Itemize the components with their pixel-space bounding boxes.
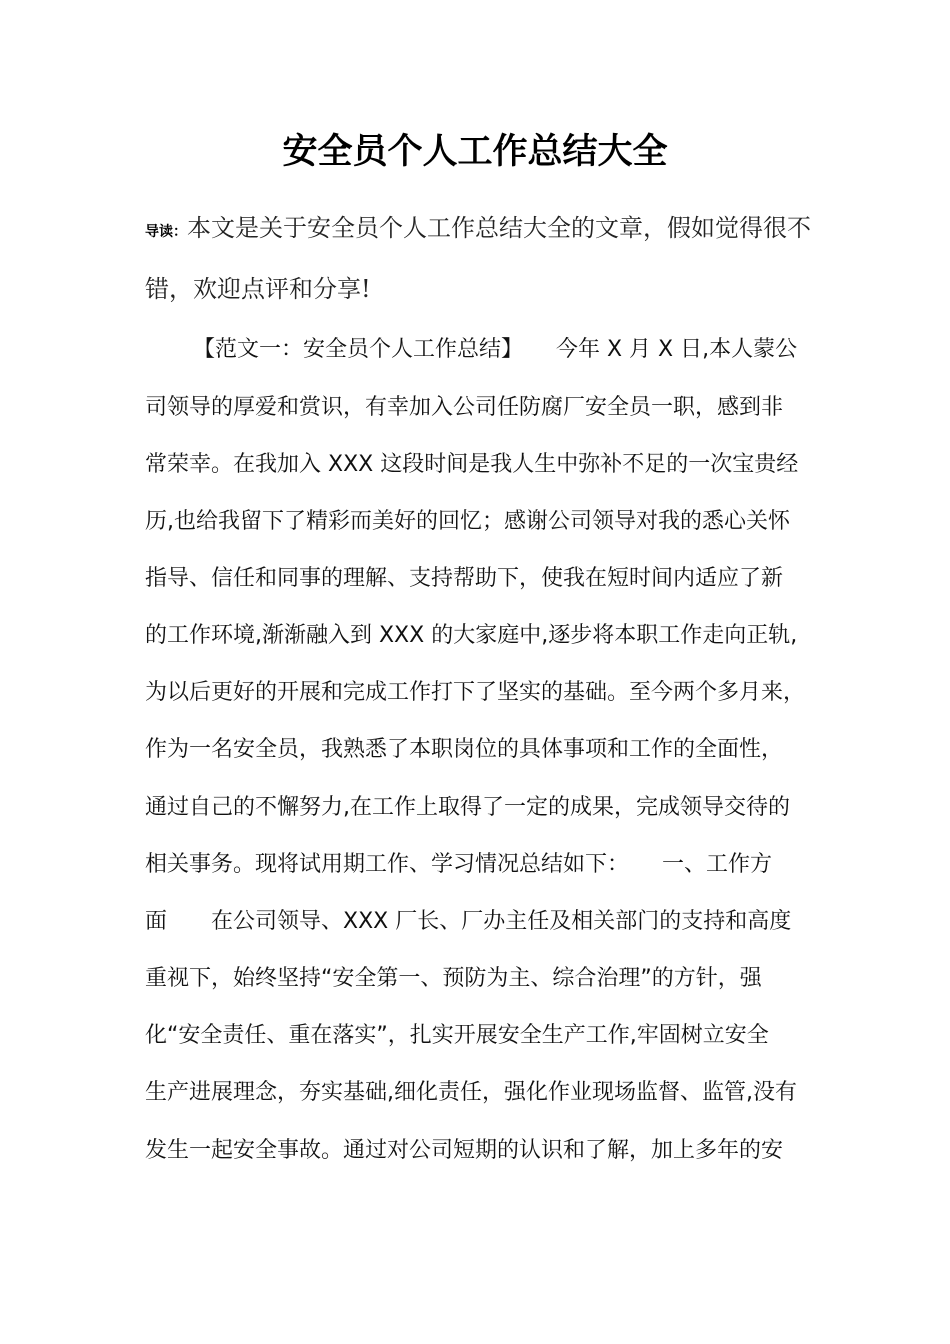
body-line: 相关事务。现将试用期工作、学习情况总结如下： 一、工作方: [145, 852, 773, 877]
body-line: 常荣幸。在我加入 XXX 这段时间是我人生中弥补不足的一次宝贵经: [145, 452, 799, 477]
body-line: 重视下，始终坚持“安全第一、预防为主、综合治理”的方针，强: [145, 966, 762, 991]
document-title: 安全员个人工作总结大全: [282, 132, 668, 172]
lead-text: 本文是关于安全员个人工作总结大全的文章，假如觉得很不错，欢迎点评和分享!: [145, 214, 811, 303]
body-line: 生产进展理念，夯实基础,细化责任，强化作业现场监督、监管,没有: [145, 1080, 797, 1105]
body-line: 通过自己的不懈努力,在工作上取得了一定的成果，完成领导交待的: [145, 795, 790, 820]
lead-label: 导读：: [145, 224, 187, 240]
body-line: 司领导的厚爱和赏识，有幸加入公司任防腐厂安全员一职，感到非: [145, 395, 784, 420]
body-line: 发生一起安全事故。通过对公司短期的认识和了解，加上多年的安: [145, 1138, 784, 1163]
body-line: 【范文一：安全员个人工作总结】 今年 X 月 X 日,本人蒙公: [193, 337, 798, 362]
body-line: 化“安全责任、重在落实”，扎实开展安全生产工作,牢固树立安全: [145, 1023, 769, 1048]
body-line: 历,也给我留下了精彩而美好的回忆；感谢公司领导对我的悉心关怀: [145, 509, 790, 534]
body-line: 为以后更好的开展和完成工作打下了坚实的基础。至今两个多月来，: [145, 680, 806, 705]
body-line: 作为一名安全员，我熟悉了本职岗位的具体事项和工作的全面性，: [145, 737, 784, 762]
body-line: 面 在公司领导、XXX 厂长、厂办主任及相关部门的支持和高度: [145, 909, 792, 934]
body-line: 指导、信任和同事的理解、支持帮助下，使我在短时间内适应了新: [145, 566, 784, 591]
lead-paragraph: [145, 200, 825, 318]
body-line: 的工作环境,渐渐融入到 XXX 的大家庭中,逐步将本职工作走向正轨,: [145, 623, 798, 648]
